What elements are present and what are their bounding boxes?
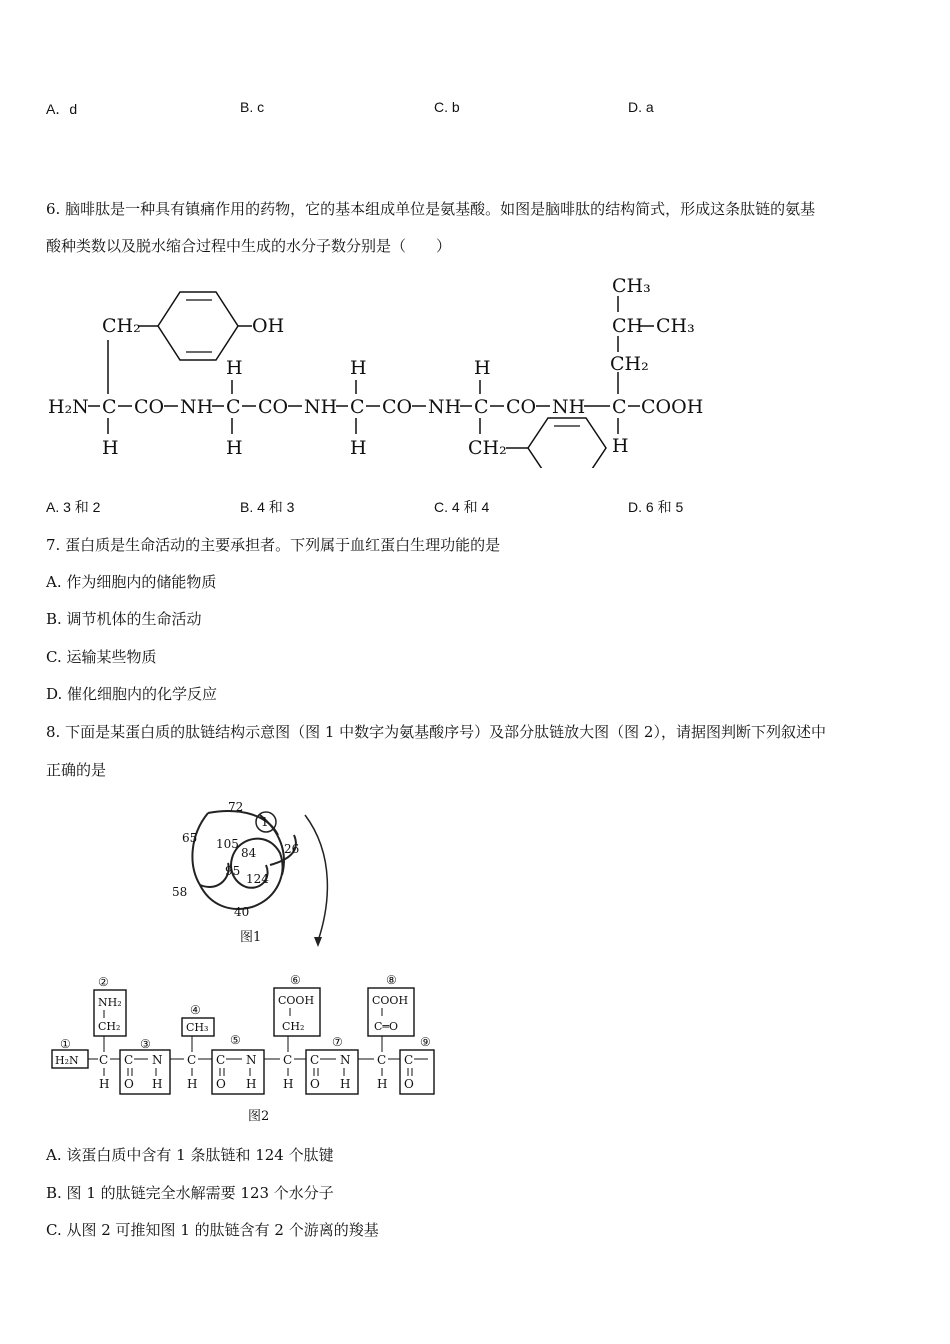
formula-c5: C [612, 396, 627, 418]
formula-h-c3-bottom: H [350, 437, 367, 459]
fig2-num-9: ⑨ [420, 1035, 431, 1049]
fig2-c-7: C [377, 1053, 387, 1067]
formula-co1: CO [134, 396, 165, 418]
q6-stem-line2: 酸种类数以及脱水缩合过程中生成的水分子数分别是（ ） [46, 237, 452, 255]
fig2-caption: 图2 [248, 1109, 270, 1124]
formula-h-c2-top: H [226, 357, 243, 379]
fig2-num-1: ① [60, 1037, 71, 1051]
formula-oh: OH [252, 315, 285, 337]
q8-stem-line2: 正确的是 [46, 761, 107, 779]
fig2-num-3: ③ [140, 1037, 151, 1051]
formula-h-c1-bottom: H [102, 437, 119, 459]
q6-option-b: B. 4 和 3 [240, 499, 295, 515]
fig2-c-8: C [404, 1053, 414, 1067]
formula-ch2-1: CH₂ [102, 315, 141, 337]
fig1-label-124: 124 [246, 872, 269, 886]
fig1-label-1: 1 [261, 815, 269, 829]
fig2-o-3: O [310, 1077, 320, 1091]
fig1-label-40: 40 [234, 905, 250, 919]
fig2-h-4: H [246, 1077, 257, 1091]
formula-co2: CO [258, 396, 289, 418]
fig2-c-6: C [310, 1053, 320, 1067]
fig2-h-6: H [340, 1077, 351, 1091]
fig2-num-8: ⑧ [386, 973, 397, 987]
fig2-o-2: O [216, 1077, 226, 1091]
fig2-c-1: C [99, 1053, 109, 1067]
fig2-c-eq-o: C═O [374, 1020, 399, 1033]
fig1-caption: 图1 [240, 930, 262, 945]
fig2-h2n: H₂N [55, 1054, 79, 1067]
fig1-label-95: 95 [225, 864, 241, 878]
formula-nh2: NH [304, 396, 338, 418]
fig1-label-26: 26 [284, 842, 300, 856]
formula-c3: C [350, 396, 365, 418]
formula-nh1: NH [180, 396, 214, 418]
fig2-ch2-1: CH₂ [98, 1020, 121, 1033]
benzene-ring-1 [158, 292, 238, 360]
formula-h-c2-bottom: H [226, 437, 243, 459]
fig2-h-2: H [152, 1077, 163, 1091]
enkephalin-formula [40, 268, 720, 468]
formula-c4: C [474, 396, 489, 418]
q7-option-a: A. 作为细胞内的储能物质 [46, 573, 217, 591]
q8-option-b: B. 图 1 的肽链完全水解需要 123 个水分子 [46, 1184, 334, 1202]
fig2-num-7: ⑦ [332, 1035, 343, 1049]
formula-nh4: NH [552, 396, 586, 418]
fig2-num-2: ② [98, 975, 109, 989]
q5-option-d: D. a [628, 99, 654, 115]
fig2-cooh-1: COOH [278, 994, 315, 1007]
formula-co3: CO [382, 396, 413, 418]
q5-option-b: B. c [240, 99, 265, 115]
fig2-n-3: N [340, 1053, 351, 1067]
fig2-h-7: H [377, 1077, 388, 1091]
q7-option-b: B. 调节机体的生命活动 [46, 610, 202, 628]
q5-option-c: C. b [434, 99, 460, 115]
formula-cooh: COOH [641, 396, 704, 418]
formula-ch3-top: CH₃ [612, 275, 651, 297]
q6-stem-line1: 6. 脑啡肽是一种具有镇痛作用的药物，它的基本组成单位是氨基酸。如图是脑啡肽的结构简式，形成这条肽链的氨基 [46, 200, 816, 218]
fig2-c-2: C [124, 1053, 134, 1067]
fig2-h-3: H [187, 1077, 198, 1091]
formula-ch2-c4: CH₂ [468, 437, 507, 459]
fig2-c-5: C [283, 1053, 293, 1067]
formula-ch: CH [612, 315, 644, 337]
fig2-n-2: N [246, 1053, 257, 1067]
fig1-label-72: 72 [228, 800, 244, 814]
q8-figure-1 [160, 795, 340, 955]
fig2-c-3: C [187, 1053, 197, 1067]
formula-h-c4-top: H [474, 357, 491, 379]
q7-option-c: C. 运输某些物质 [46, 648, 157, 666]
formula-co4: CO [506, 396, 537, 418]
fig2-num-4: ④ [190, 1003, 201, 1017]
formula-h-c5-bottom: H [612, 435, 629, 457]
fig2-nh2: NH₂ [98, 996, 122, 1009]
q5-option-a: A．d [46, 101, 78, 117]
fig2-cooh-2: COOH [372, 994, 409, 1007]
q6-option-a: A. 3 和 2 [46, 499, 101, 515]
q7-option-d: D. 催化细胞内的化学反应 [46, 685, 218, 703]
q8-option-c: C. 从图 2 可推知图 1 的肽链含有 2 个游离的羧基 [46, 1221, 379, 1239]
fig2-h-1: H [99, 1077, 110, 1091]
fig1-label-84: 84 [241, 846, 257, 860]
q7-stem: 7. 蛋白质是生命活动的主要承担者。下列属于血红蛋白生理功能的是 [46, 536, 501, 554]
formula-ch2-c5: CH₂ [610, 353, 649, 375]
q6-option-d: D. 6 和 5 [628, 499, 684, 515]
q8-stem-line1: 8. 下面是某蛋白质的肽链结构示意图（图 1 中数字为氨基酸序号）及部分肽链放大图（图 2），请据图判断下列叙述中 [46, 723, 826, 741]
formula-h-c3-top: H [350, 357, 367, 379]
fig2-o-1: O [124, 1077, 134, 1091]
fig2-ch3: CH₃ [186, 1021, 209, 1034]
fig1-label-105: 105 [216, 837, 239, 851]
formula-c1: C [102, 396, 117, 418]
fig2-ch2-2: CH₂ [282, 1020, 305, 1033]
fig2-n-1: N [152, 1053, 163, 1067]
fig2-o-4: O [404, 1077, 414, 1091]
formula-h2n: H₂N [48, 396, 89, 418]
fig1-label-65: 65 [182, 831, 198, 845]
formula-ch3-right: CH₃ [656, 315, 695, 337]
fig2-c-4: C [216, 1053, 226, 1067]
fig2-num-6: ⑥ [290, 973, 301, 987]
formula-nh3: NH [428, 396, 462, 418]
formula-c2: C [226, 396, 241, 418]
fig1-label-58: 58 [172, 885, 188, 899]
q6-option-c: C. 4 和 4 [434, 499, 490, 515]
q8-figure-2 [48, 968, 448, 1128]
fig2-num-5: ⑤ [230, 1033, 241, 1047]
q8-option-a: A. 该蛋白质中含有 1 条肽链和 124 个肽键 [46, 1146, 334, 1164]
fig2-h-5: H [283, 1077, 294, 1091]
